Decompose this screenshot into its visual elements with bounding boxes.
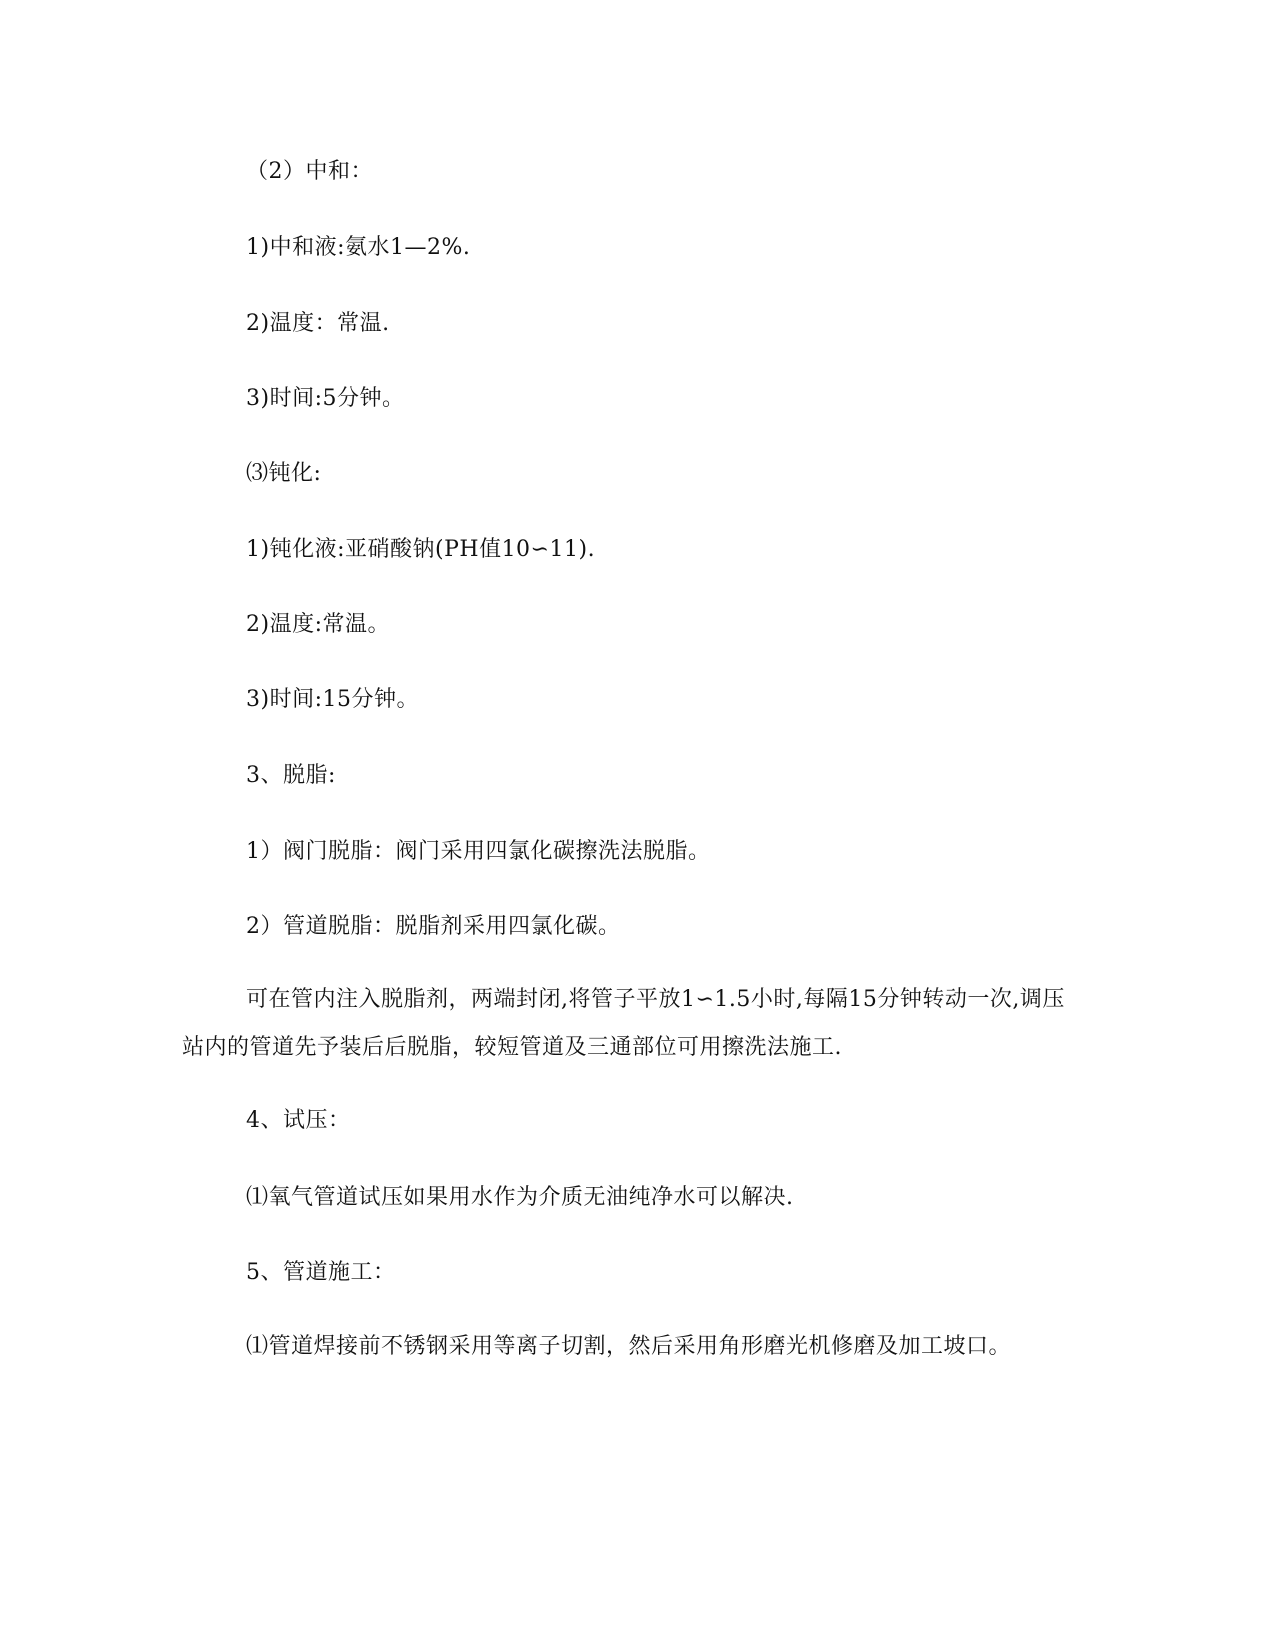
neutralization-time: 3)时间:5分钟。: [246, 386, 405, 411]
degreasing-paragraph: 可在管内注入脱脂剂，两端封闭,将管子平放1∽1.5小时,每隔15分钟转动一次,调压站内的管道先予装后后脱脂，较短管道及三通部位可用擦洗法施工.: [182, 987, 1065, 1060]
pipe-degreasing: 2）管道脱脂：脱脂剂采用四氯化碳。: [246, 914, 621, 939]
heading-passivation: ⑶钝化:: [246, 461, 322, 486]
heading-pipe-construction: 5、管道施工：: [246, 1260, 396, 1285]
neutralization-solution: 1)中和液:氨水1—2%.: [246, 235, 471, 260]
heading-degreasing: 3、脱脂:: [246, 763, 336, 788]
valve-degreasing: 1）阀门脱脂：阀门采用四氯化碳擦洗法脱脂。: [246, 839, 711, 864]
pressure-test-item: ⑴氧气管道试压如果用水作为介质无油纯净水可以解决.: [246, 1185, 794, 1210]
passivation-time: 3)时间:15分钟。: [246, 687, 419, 712]
passivation-solution: 1)钝化液:亚硝酸钠(PH值10∽11).: [246, 537, 596, 562]
heading-pressure-test: 4、试压：: [246, 1108, 351, 1133]
passivation-temperature: 2)温度:常温。: [246, 612, 390, 637]
neutralization-temperature: 2)温度：常温.: [246, 311, 390, 336]
welding-paragraph: ⑴管道焊接前不锈钢采用等离子切割，然后采用角形磨光机修磨及加工坡口。: [246, 1334, 1012, 1359]
heading-neutralization: （2）中和：: [246, 159, 373, 184]
